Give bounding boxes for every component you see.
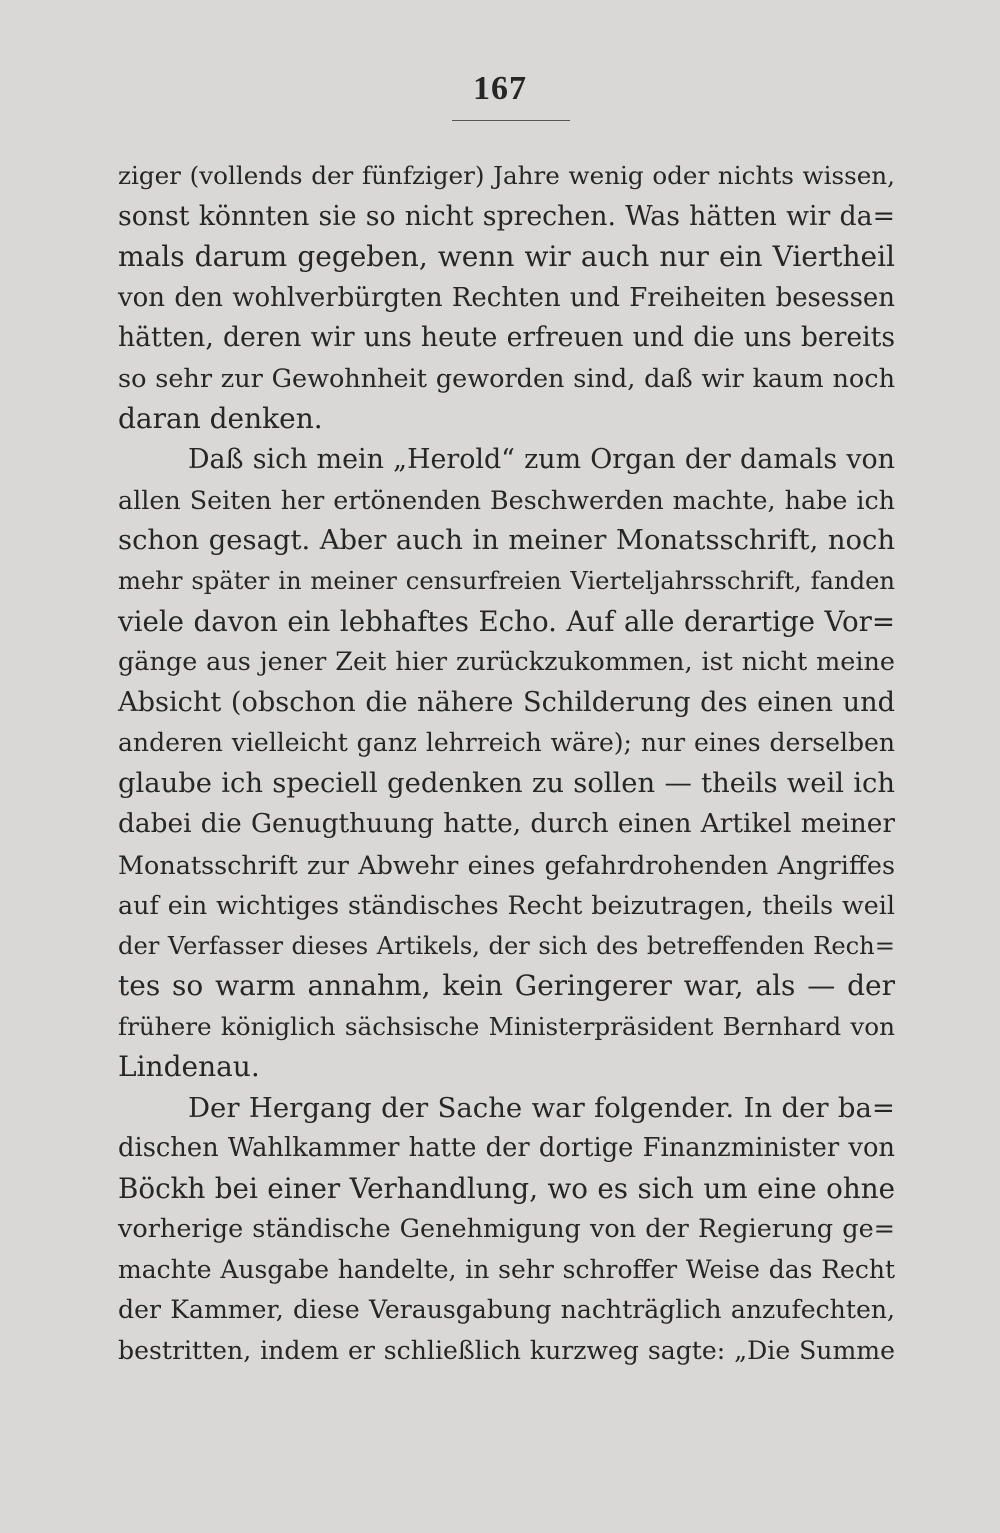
text-line: gänge aus jener Zeit hier zurückzukommen, ist nicht meine: [118, 647, 895, 677]
paragraph-end-line: daran denken.: [118, 402, 323, 435]
text-line: Monatsschrift zur Abwehr eines gefahrdrohenden Angriffes: [118, 849, 895, 880]
text-line: vorherige ständische Genehmigung von der Regierung ge=: [118, 1214, 895, 1244]
text-line: machte Ausgabe handelte, in sehr schroffer Weise das Recht: [118, 1254, 895, 1284]
text-line: viele davon ein lebhaftes Echo. Auf alle derartige Vor=: [118, 604, 895, 638]
text-line: auf ein wichtiges ständisches Recht beizutragen, theils weil: [118, 890, 895, 920]
text-line: so sehr zur Gewohnheit geworden sind, daß wir kaum noch: [118, 363, 895, 394]
text-line: ziger (vollends der fünfziger) Jahre wenig oder nichts wissen,: [118, 161, 895, 190]
header-rule: [452, 120, 570, 121]
body-text: [118, 156, 895, 1371]
text-line: bestritten, indem er schließlich kurzweg sagte: „Die Summe: [118, 1335, 895, 1365]
text-line: mehr später in meiner censurfreien Vierteljahrsschrift, fanden: [118, 567, 895, 595]
paragraph-end-line: Lindenau.: [118, 1050, 260, 1083]
paragraph-start-line: Der Hergang der Sache war folgender. In der ba=: [188, 1091, 895, 1124]
text-line: schon gesagt. Aber auch in meiner Monatsschrift, noch: [118, 524, 895, 556]
text-line: hätten, deren wir uns heute erfreuen und die uns bereits: [118, 322, 895, 353]
text-line: dischen Wahlkammer hatte der dortige Finanzminister von: [118, 1133, 895, 1163]
text-line: anderen vielleicht ganz lehrreich wäre); nur eines derselben: [118, 728, 895, 757]
text-line: tes so warm annahm, kein Geringerer war, als — der: [118, 969, 895, 1002]
text-line: glaube ich speciell gedenken zu sollen — theils weil ich: [118, 767, 895, 799]
text-line: mals darum gegeben, wenn wir auch nur ein Viertheil: [118, 240, 895, 273]
text-line: der Verfasser dieses Artikels, der sich des betreffenden Rech=: [118, 931, 895, 960]
text-line: allen Seiten her ertönenden Beschwerden machte, habe ich: [118, 485, 895, 515]
paragraph-start-line: Daß sich mein „Herold“ zum Organ der damals von: [188, 443, 895, 475]
text-line: dabei die Genugthuung hatte, durch einen Artikel meiner: [118, 809, 895, 839]
text-line: von den wohlverbürgten Rechten und Freiheiten besessen: [118, 282, 895, 313]
page-number: 167: [473, 70, 527, 107]
text-line: der Kammer, diese Verausgabung nachträglich anzufechten,: [118, 1295, 895, 1324]
text-line: Böckh bei einer Verhandlung, wo es sich um eine ohne: [118, 1171, 895, 1205]
text-line: Absicht (obschon die nähere Schilderung des einen und: [118, 686, 895, 718]
text-line: frühere königlich sächsische Ministerpräsident Bernhard von: [118, 1011, 895, 1041]
text-line: sonst könnten sie so nicht sprechen. Was hätten wir da=: [118, 200, 895, 232]
